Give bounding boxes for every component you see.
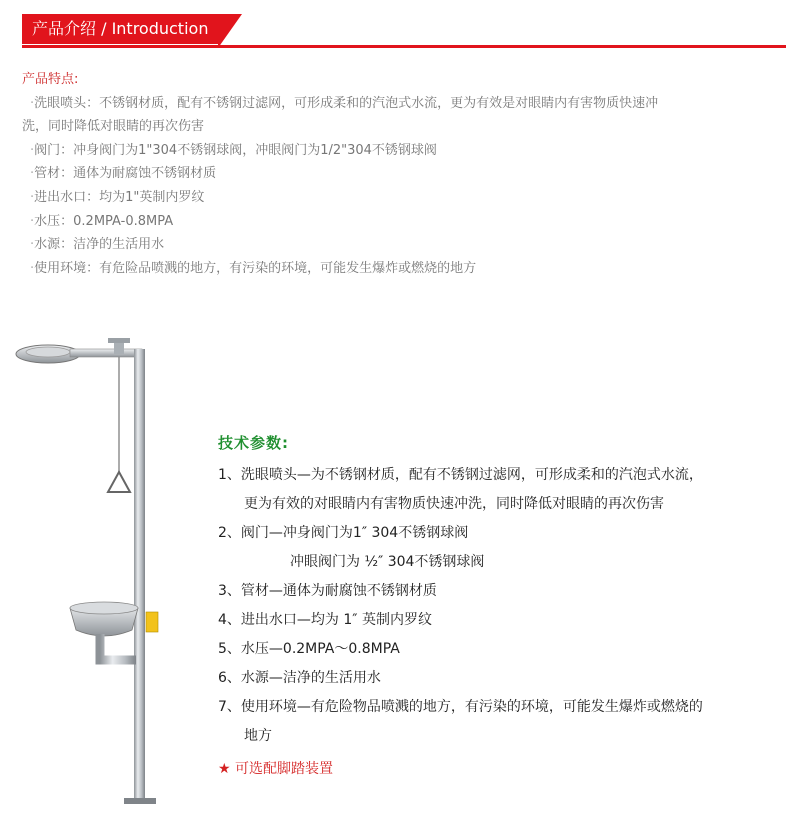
feature-item: ·洗眼喷头：不锈钢材质，配有不锈钢过滤网，可形成柔和的汽泡式水流，更为有效是对眼睛内有害物质快速冲	[30, 95, 659, 111]
section-title: 产品介绍 / Introduction	[22, 14, 218, 44]
spec-line-cont: 冲眼阀门为 ½″ 304不锈钢球阀	[290, 554, 485, 570]
features-section	[22, 68, 782, 280]
optional-note: ★ 可选配脚踏装置	[218, 761, 334, 777]
specs-section	[218, 432, 788, 784]
feature-item: ·进出水口：均为1"英制内罗纹	[30, 189, 205, 205]
feature-item: ·水源：洁净的生活用水	[30, 237, 165, 253]
feature-item: ·水压：0.2MPA-0.8MPA	[30, 213, 174, 229]
spec-line: 2、阀门—冲身阀门为1″ 304不锈钢球阀	[218, 525, 469, 541]
spec-line: 3、管材—通体为耐腐蚀不锈钢材质	[218, 583, 437, 599]
eyewash-station-image	[10, 330, 180, 810]
section-banner	[22, 14, 786, 50]
spec-line: 1、洗眼喷头—为不锈钢材质，配有不锈钢过滤网，可形成柔和的汽泡式水流，	[218, 467, 703, 483]
spec-line: 5、水压—0.2MPA～0.8MPA	[218, 641, 400, 657]
feature-item: ·使用环境：有危险品喷溅的地方，有污染的环境，可能发生爆炸或燃烧的地方	[30, 260, 477, 276]
spec-line-cont: 更为有效的对眼睛内有害物质快速冲洗，同时降低对眼睛的再次伤害	[244, 496, 664, 512]
banner-tab-tail	[218, 14, 242, 48]
feature-item: ·阀门：冲身阀门为1"304不锈钢球阀，冲眼阀门为1/2"304不锈钢球阀	[30, 142, 437, 158]
spec-line: 4、进出水口—均为 1″ 英制内罗纹	[218, 612, 432, 628]
spec-line: 7、使用环境—有危险物品喷溅的地方，有污染的环境，可能发生爆炸或燃烧的	[218, 699, 703, 715]
specs-title: 技术参数:	[218, 434, 289, 452]
spec-line: 6、水源—洁净的生活用水	[218, 670, 381, 686]
feature-item-continuation: 洗，同时降低对眼睛的再次伤害	[22, 119, 205, 135]
spec-line-cont: 地方	[244, 728, 272, 744]
feature-item: ·管材：通体为耐腐蚀不锈钢材质	[30, 166, 217, 182]
features-heading: 产品特点:	[22, 72, 79, 87]
banner-rule	[22, 45, 786, 48]
